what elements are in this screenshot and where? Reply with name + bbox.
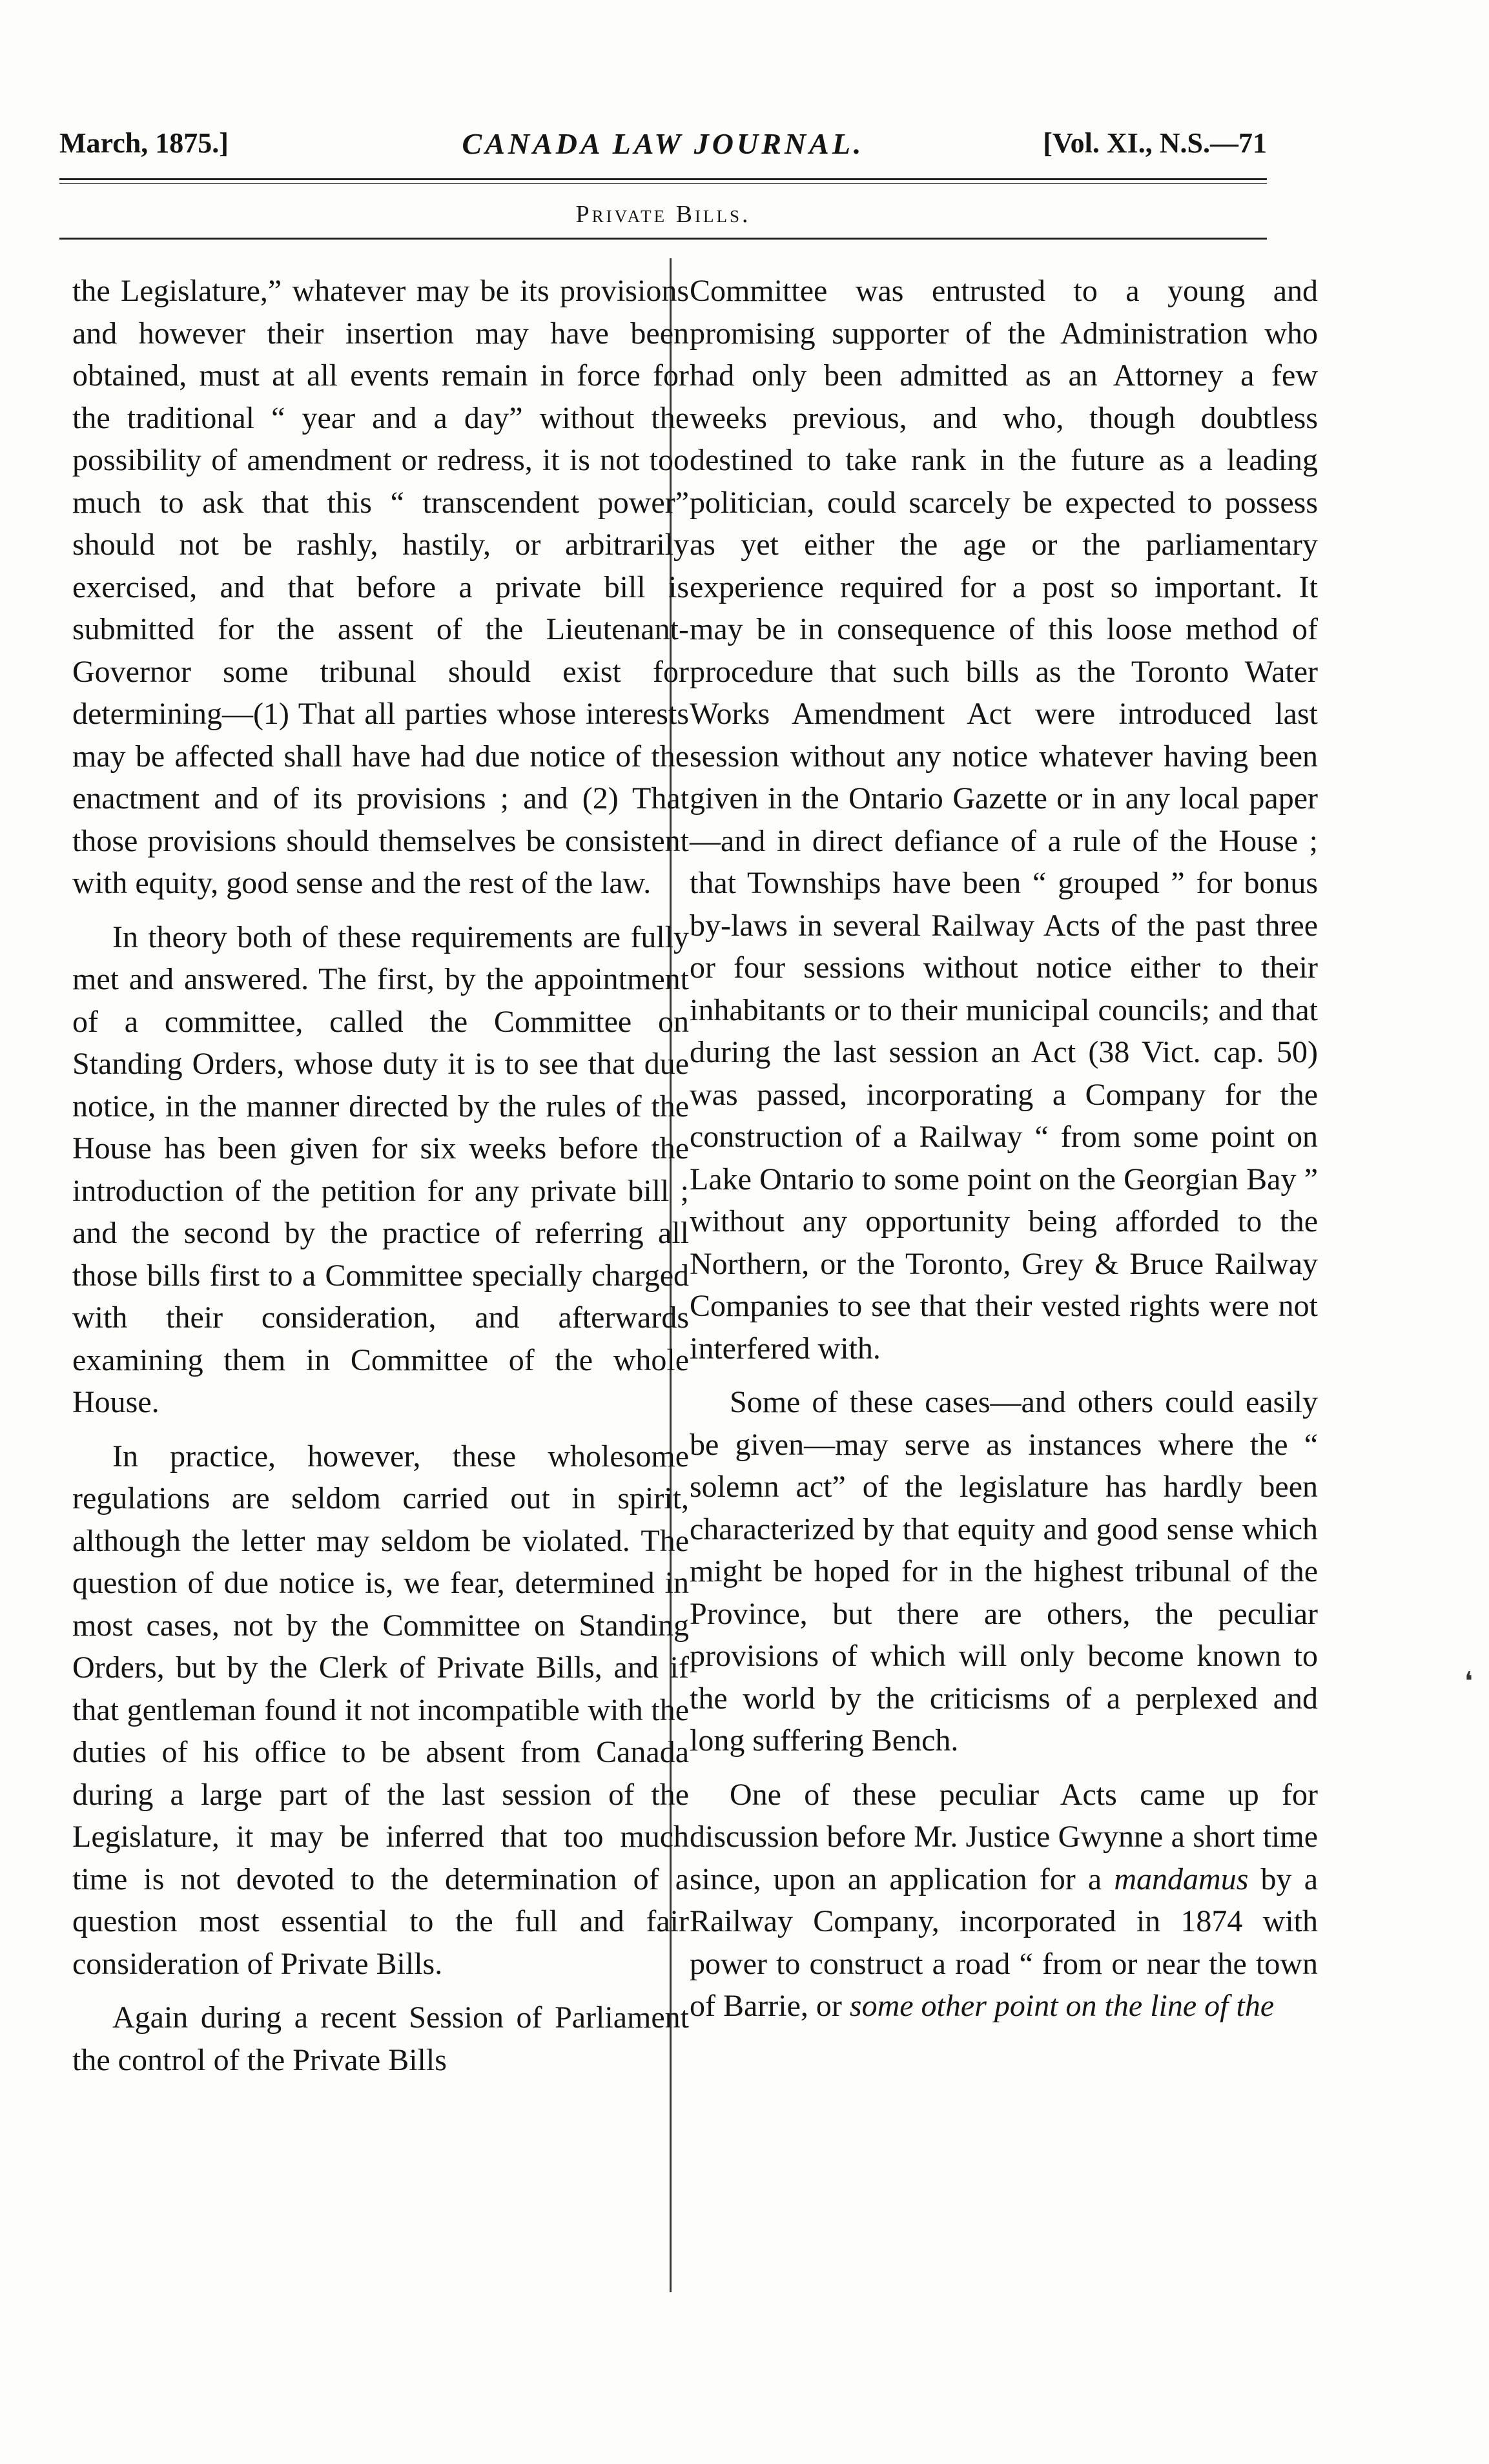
italic-phrase: some other point on the line of the	[849, 1989, 1275, 2023]
section-rule	[59, 238, 1267, 240]
section-title: Private Bills.	[575, 201, 751, 228]
journal-title: CANADA LAW JOURNAL.	[462, 127, 865, 160]
paragraph: Again during a recent Session of Parliament the control of the Private Bills	[72, 2000, 689, 2077]
paragraph: the Legislature,” whatever may be its provisions and however their insertion may have been obtained, must at all events remain in force for the traditional “ year and a day” without the possibility of amendment or redress, it is not too much to ask that this “ transcendent power” should not be rashly, hastily, or arbitrarily exercised, and that before a private bill is submitted for the assent of the Lieutenant-Governor some tribunal should exist for determining—(1) That all parties whose interests may be affected shall have had due notice of the enactment and of its provisions ; and (2) That those provisions should themselves be consistent with equity, good sense and the rest of the law.	[72, 274, 689, 900]
paragraph: Some of these cases—and others could easily be given—may serve as instances where the “ solemn act” of the legislature has hardly been characterized by that equity and good sense which might be hoped for in the highest tribunal of the Province, but there are others, the peculiar provisions of which will only become known to the world by the criticisms of a perplexed and long suffering Bench.	[690, 1385, 1318, 1758]
paragraph: In practice, however, these wholesome regulations are seldom carried out in spirit, although the letter may seldom be violated. The question of due notice is, we fear, determined in most cases, not by the Committee on Standing Orders, but by the Clerk of Private Bills, and if that gentleman found it not incompatible with the duties of his office to be absent from Canada during a large part of the last session of the Legislature, it may be inferred that too much time is not devoted to the determination of a question most essential to the full and fair consideration of Private Bills.	[72, 1439, 689, 1981]
header-rule	[59, 178, 1267, 180]
header-rule-thin	[59, 183, 1267, 184]
running-header	[59, 127, 1267, 178]
margin-mark: ❛	[1464, 1667, 1473, 1696]
paragraph: Committee was entrusted to a young and promising supporter of the Administration who had only been admitted as an Attorney a few weeks previous, and who, though doubtless destined to take rank in the future as a leading politician, could scarcely be expected to possess as yet either the age or the parliamentary experience required for a post so important. It may be in consequence of this loose method of procedure that such bills as the Toronto Water Works Amendment Act were introduced last session without any notice whatever having been given in the Ontario Gazette or in any local paper—and in direct defiance of a rule of the House ; that Townships have been “ grouped ” for bonus by-laws in several Railway Acts of the past three or four sessions without notice either to their inhabitants or to their municipal councils; and that during the last session an Act (38 Vict. cap. 50) was passed, incorporating a Company for the construction of a Railway “ from some point on Lake Ontario to some point on the Georgian Bay ” without any opportunity being afforded to the Northern, or the Toronto, Grey & Bruce Railway Companies to see that their vested rights were not interfered with.	[690, 274, 1318, 1366]
paragraph-text: One of these peculiar Acts came up for discussion before Mr. Justice Gwynne a short time since, upon an application for a	[690, 1777, 1318, 1896]
left-column	[72, 270, 689, 2081]
paragraph: In theory both of these requirements are fully met and answered. The first, by the appointment of a committee, called the Committee on Standing Orders, whose duty it is to see that due notice, in the manner directed by the rules of the House has been given for six weeks before the introduction of the petition for any private bill ; and the second by the practice of referring all those bills first to a Committee specially charged with their consideration, and afterwards examining them in Committee of the whole House.	[72, 919, 689, 1419]
volume-page-number: [Vol. XI., N.S.—71	[1043, 127, 1267, 159]
right-column	[690, 270, 1318, 2028]
paragraph	[690, 1774, 1318, 2028]
issue-date: March, 1875.]	[59, 127, 229, 159]
paragraph-text: by a Railway Company, incorporated in 1874 with power to construct a road “ from or near the town of Barrie, or	[690, 1862, 1318, 2023]
italic-term: mandamus	[1114, 1862, 1249, 1896]
